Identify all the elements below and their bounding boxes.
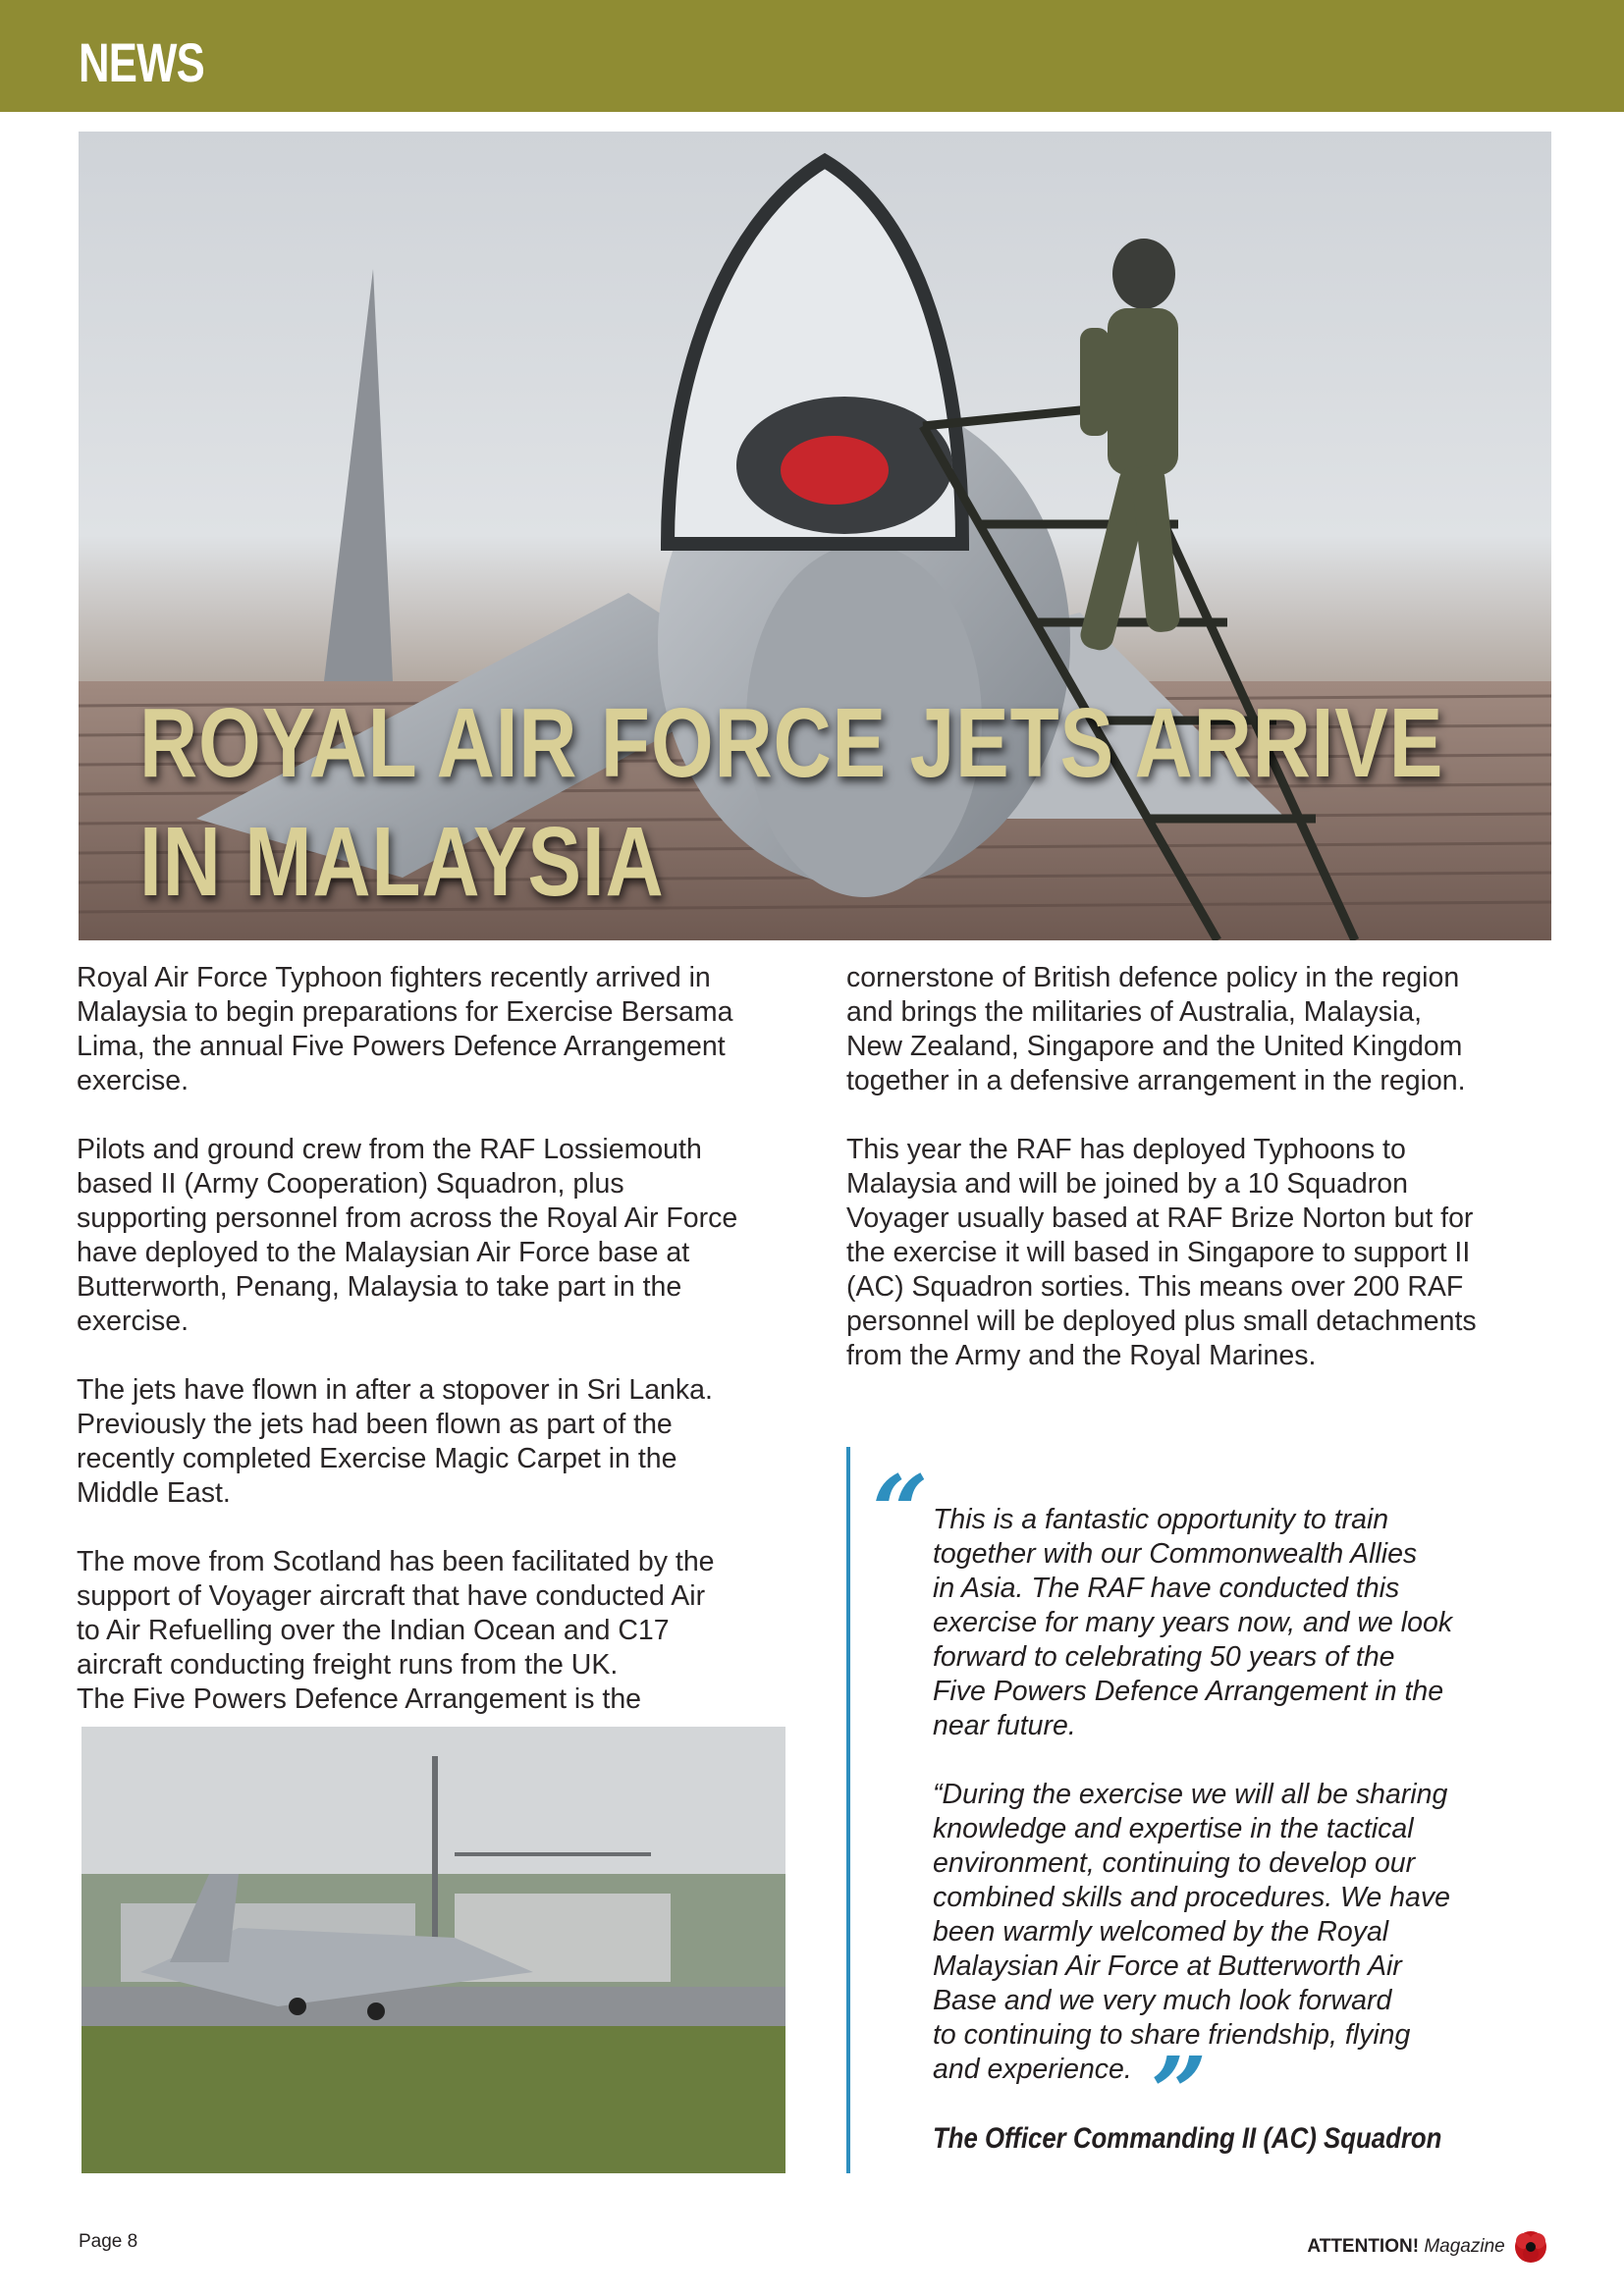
magazine-suffix: Magazine — [1424, 2236, 1505, 2258]
pull-quote — [933, 1503, 1522, 2121]
magazine-name — [1307, 2230, 1547, 2264]
page-number: Page 8 — [79, 2231, 138, 2252]
article-paragraph: The jets have flown in after a stopover in Sri Lanka. Previously the jets had been flown as part of the recently completed Exercise Magic Carpet in the Middle East. — [77, 1374, 713, 1509]
runway-illustration — [81, 1727, 785, 2173]
article-paragraph: Royal Air Force Typhoon fighters recently arrived in Malaysia to begin preparations for Exercise Bersama Lima, the annual Five Powers Defence Arrangement exercise. — [77, 962, 733, 1096]
quote-attribution: The Officer Commanding II (AC) Squadron — [933, 2122, 1442, 2155]
header-bar — [0, 0, 1624, 112]
section-label: NEWS — [79, 31, 204, 93]
article-column-left — [77, 961, 803, 1751]
article-paragraph: Pilots and ground crew from the RAF Lossiemouth based II (Army Cooperation) Squadron, plus supporting personnel from across the Royal Air Force have deployed to the Malaysian Air Force base at Butterworth, Penang, Malaysia to take part in the exercise. — [77, 1134, 738, 1337]
article-paragraph: cornerstone of British defence policy in the region and brings the militaries of Australia, Malaysia, New Zealand, Singapore and the United Kingdom together in a defensive arrangement in the region. — [846, 962, 1466, 1096]
article-paragraph: The move from Scotland has been facilitated by the support of Voyager aircraft that have conducted Air to Air Refuelling over the Indian Ocean and C17 aircraft conducting freight runs from the UK. The Five Powers Defence Arrangement is the — [77, 1546, 715, 1715]
quote-rule — [846, 1447, 850, 2173]
quote-paragraph: This is a fantastic opportunity to train together with our Commonwealth Allies in Asia. The RAF have conducted this exercise for many years now, and we look forward to celebrating 50 years of the Five Powers Defence Arrangement in the near future. — [933, 1504, 1453, 1741]
open-quote-icon: “ — [872, 1454, 929, 1570]
article-paragraph: This year the RAF has deployed Typhoons to Malaysia and will be joined by a 10 Squadron Voyager usually based at RAF Brize Norton but for the exercise it will based in Singapore to support II (AC) Squadron sorties. This means over 200 RAF personnel will be deployed plus small detachments from the Army and the Royal Marines. — [846, 1134, 1477, 1371]
headline-line-2: IN MALAYSIA — [139, 807, 665, 917]
headline-line-1: ROYAL AIR FORCE JETS ARRIVE — [139, 688, 1444, 798]
runway-photo — [81, 1727, 785, 2173]
close-quote-icon: ” — [1151, 2035, 1208, 2151]
magazine-title: ATTENTION! — [1307, 2236, 1420, 2258]
article-headline — [139, 684, 1443, 922]
article-column-right — [846, 961, 1534, 1408]
poppy-icon — [1514, 2230, 1547, 2264]
quote-paragraph: “During the exercise we will all be sharing knowledge and expertise in the tactical environment, continuing to develop our combined skills and procedures. We have been warmly welcomed by the Royal Malaysian Air Force at Butterworth Air Base and we very much look forward to continuing to share friendship, flying and experience. — [933, 1779, 1450, 2085]
hero-photo — [79, 132, 1551, 940]
